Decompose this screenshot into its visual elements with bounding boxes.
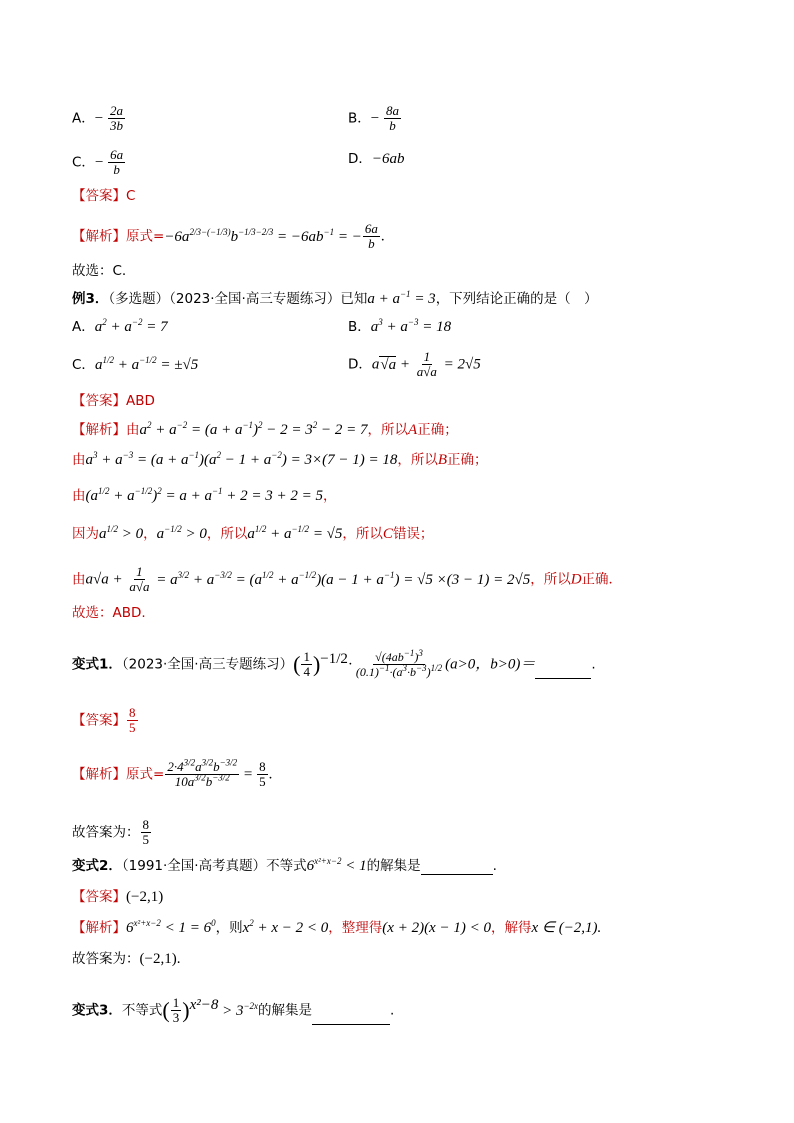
- fraction: $\frac{8}{5}$: [259, 759, 266, 789]
- fraction: $\frac{√(4ab^{-1})^3}{(0.1)^{-1}\cdot(a^3\cdot b^{-3})^{1/2}}$: [355, 648, 443, 679]
- fraction: $\frac{2\cdot 4^{3/2}a^{3/2}b^{-3/2}}{10a^{3/2}b^{-3/2}}$: [167, 757, 238, 789]
- var2-analysis: 【解析】$6^{x^2+x-2} < 1 = 6^0$，则$x^2 + x - 2 < 0$，整理得(x + 2)(x − 1) < 0，解得x ∈ (−2,1).: [72, 918, 602, 936]
- fraction: $\frac{8a}{b}$: [385, 103, 399, 133]
- q2-choose: 故选：C.: [72, 263, 127, 279]
- ex3-option-b: B．$a^3 + a^{-3} = 18$: [348, 317, 452, 335]
- var3-stem: 变式3．不等式( $\frac{1}{3}$ )$^{x^2-8} > 3^{-2x}$的解集是 .: [72, 995, 395, 1025]
- q2-option-d: D．−6ab: [348, 151, 405, 167]
- fraction: $\frac{1}{4}$: [303, 649, 310, 679]
- q2-option-b: B．− $\frac{8a}{b}$: [348, 103, 399, 133]
- q2-option-a: A．− $\frac{2a}{3b}$: [72, 103, 123, 133]
- ex3-option-a: A．$a^2 + a^{-2} = 7$: [72, 317, 168, 335]
- fraction: $\frac{1}{a√a}$: [129, 564, 150, 594]
- fraction: $\frac{1}{3}$: [172, 995, 180, 1025]
- q2-analysis: 【解析】原式$=-6a^{2/3-(-1/3)}b^{-1/3-2/3} = -6ab^{-1}$ = − $\frac{6a}{b}$ .: [72, 221, 385, 251]
- var2-result: 故答案为：(−2,1).: [72, 951, 181, 967]
- var1-answer: 【答案】 $\frac{8}{5}$: [72, 705, 136, 735]
- ex3-stem: 例3．（多选题）（2023·全国·高三专题练习）已知$a + a^{-1} = 3$，下列结论正确的是（ ）: [72, 289, 598, 307]
- ex3-analysis-step4: 因为$a^{1/2} > 0$，$a^{-1/2} > 0$，所以$a^{1/2} + a^{-1/2} = √5$，所以C错误；: [72, 524, 434, 542]
- fraction: $\frac{8}{5}$: [129, 705, 136, 735]
- ex3-answer: 【答案】ABD: [72, 393, 155, 409]
- fraction: $\frac{6a}{b}$: [364, 221, 378, 251]
- var1-stem: 变式1．（2023·全国·高三专题练习）( $\frac{1}{4}$ )$^{-1/2}$· $\frac{√(4ab^{-1})^3}{(0.1)^{-1}\cdot(a^3\cdot b^{-3})^{1/2}}$ (a>0，b>0)＝ .: [72, 648, 596, 679]
- ex3-analysis-step1: 【解析】由$a^2 + a^{-2} = (a + a^{-1})^2 - 2 = 3^2 - 2 = 7$，所以A正确；: [72, 420, 458, 438]
- fraction: $\frac{2a}{3b}$: [109, 103, 123, 133]
- fraction: $\frac{1}{a√a}$: [416, 349, 437, 379]
- fraction: $\frac{8}{5}$: [142, 817, 149, 847]
- ex3-analysis-step2: 由$a^3 + a^{-3} = (a + a^{-1})(a^2 - 1 + a^{-2}) = 3\times(7 - 1) = 18$，所以B正确；: [72, 450, 488, 468]
- ex3-analysis-step3: 由$(a^{1/2} + a^{-1/2})^2 = a + a^{-1} + 2 = 3 + 2 = 5$，: [72, 486, 337, 504]
- ex3-choose: 故选：ABD.: [72, 605, 146, 621]
- ex3-analysis-step5: 由a√a + $\frac{1}{a√a}$ = $a^{3/2} + a^{-3/2} = (a^{1/2} + a^{-1/2})(a - 1 + a^{-1}) = √5 \times(3 - 1) = 2√5$，所以D正确．: [72, 564, 623, 594]
- fraction: $\frac{6a}{b}$: [110, 147, 124, 177]
- ex3-option-c: C．$a^{1/2} + a^{-1/2} = \pm√5$: [72, 355, 199, 373]
- var2-stem: 变式2．（1991·全国·高考真题）不等式$6^{x^2+x-2} < 1$的解集是 .: [72, 856, 497, 874]
- var2-answer: 【答案】(−2,1): [72, 889, 164, 905]
- q2-option-c: C．− $\frac{6a}{b}$: [72, 147, 124, 177]
- var1-result: 故答案为： $\frac{8}{5}$: [72, 817, 149, 847]
- ex3-option-d: D．a√a + $\frac{1}{a√a}$ = 2√5: [348, 349, 481, 379]
- q2-answer: 【答案】C: [72, 188, 136, 204]
- var1-analysis: 【解析】原式= $\frac{2\cdot 4^{3/2}a^{3/2}b^{-3/2}}{10a^{3/2}b^{-3/2}}$ = $\frac{8}{5}$ .: [72, 757, 273, 789]
